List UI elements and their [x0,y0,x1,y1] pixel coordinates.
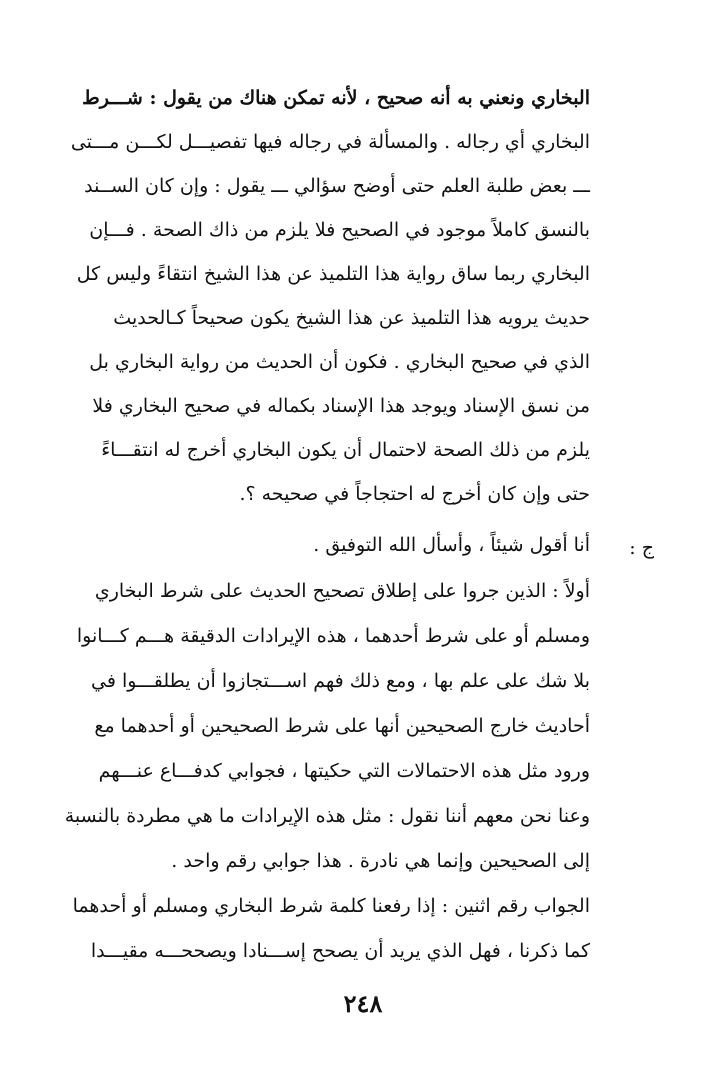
text-line-16: ورود مثل هذه الاحتمالات التي حكيتها ، فجوابي كدفـــاع عنـــهم [98,760,590,782]
text-line-7: الذي في صحيح البخاري . فكون أن الحديث من رواية البخاري بل [89,351,590,373]
text-line-13: ومسلم أو على شرط أحدهما ، هذه الإيرادات الدقيقة هـــم كـــانوا [76,625,590,647]
text-line-18: إلى الصحيحين وإنما هي نادرة . هذا جوابي رقم واحد . [171,850,590,872]
text-line-5: البخاري ربما ساق رواية هذا التلميذ عن هذا الشيخ انتقاءً وليس كل [76,263,590,285]
text-line-20: كما ذكرنا ، فهل الذي يريد أن يصحح إســـنادا ويصححـــه مقيـــدا [90,940,590,962]
text-line-14: بلا شك على علم بها ، ومع ذلك فهم اســـتجازوا أن يطلقـــوا في [91,670,590,692]
text-line-19: الجواب رقم اثنين : إذا رفعنا كلمة شرط البخاري ومسلم أو أحدهما [72,895,590,917]
text-line-11: أنا أقول شيئاً ، وأسأل الله التوفيق . [313,534,590,556]
answer-marker: ج : [629,537,654,559]
text-line-4: بالنسق كاملاً موجود في الصحيح فلا يلزم من ذاك الصحة . فـــإن [89,219,590,241]
text-line-3: ـــ بعض طلبة العلم حتى أوضح سؤالي ـــ يقول : وإن كان الســند [84,175,590,197]
text-line-15: أحاديث خارج الصحيحين أنها على شرط الصحيحين أو أحدهما مع [94,715,590,737]
text-line-10: حتى وإن كان أخرج له احتجاجاً في صحيحه ؟. [239,483,590,505]
text-line-8: من نسق الإسناد ويوجد هذا الإسناد بكماله في صحيح البخاري فلا [92,395,590,417]
text-line-12: أولاً : الذين جروا على إطلاق تصحيح الحديث على شرط البخاري [94,580,590,602]
text-line-1: البخاري ونعني به أنه صحيح ، لأنه تمكن هناك من يقول : شـــرط [82,87,590,109]
page-number: ٢٤٨ [343,989,383,1018]
text-line-2: البخاري أي رجاله . والمسألة في رجاله فيها تفصيـــل لكـــن مـــتى [70,131,590,153]
text-line-17: وعنا نحن معهم أننا نقول : مثل هذه الإيرادات ما هي مطردة بالنسبة [64,805,590,827]
text-line-9: يلزم من ذلك الصحة لاحتمال أن يكون البخاري أخرج له انتقـــاءً [101,439,590,461]
text-line-6: حديث يرويه هذا التلميذ عن هذا الشيخ يكون صحيحاً كـالحديث [113,307,590,329]
